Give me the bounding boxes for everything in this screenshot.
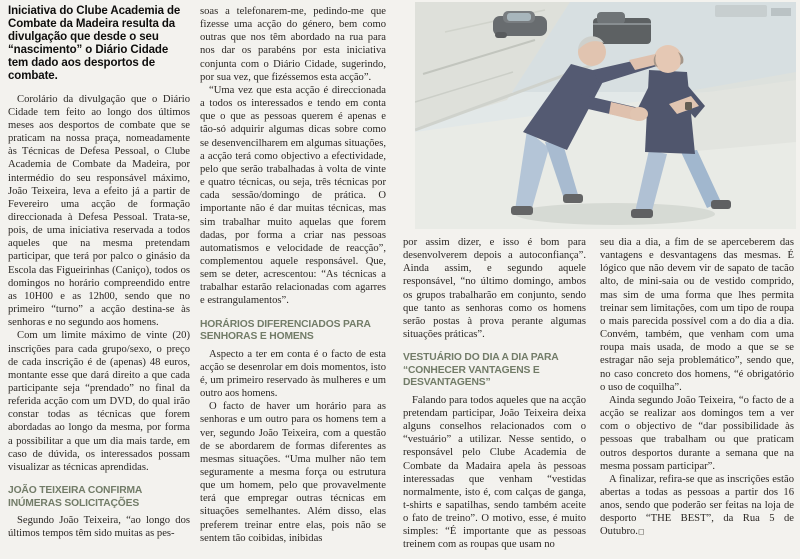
column-3 — [403, 236, 586, 552]
section-heading-joao-teixeira-confirma: JOÃO TEIXEIRA CONFIRMA INÚMERAS SOLICITAÇÕES — [8, 485, 142, 509]
paragraph: Aspecto a ter em conta é o facto de esta acção se desenrolar em dois momentos, isto é, um primeiro reservado às mulheres e um outro aos homens. — [200, 348, 386, 400]
article-lede: Iniciativa do Clube Academia de Combate da Madeira resulta da divulgação que desde o seu “nascimento” o Diário Cidade tem dado aos desportos de combate. — [8, 5, 181, 83]
paragraph: seu dia a dia, a fim de se aperceberem das vantagens e desvantagens das mesmas. É lógico que não devem vir de sapato de tacão alto, de mini-saia ou de vestido comprido, mas sim de uma forma que lhes permita treinar sem limitações, com um tipo de roupa o mais parecida possível com a do dia a dia. Convém, também, que venham com uma roupa mais usada, de modo a que se se estragar não seja problemático”, sendo que, no caso concreto dos homens, “é obrigatório o uso de coquilha”. — [600, 237, 794, 393]
paragraph: Com um limite máximo de vinte (20) inscrições para cada grupo/sexo, o preço de cada inscrição é de (apenas) 48 euros, montante esse que dará direito a que cada participante seja “prendado” no final da referida acção com um DVD, do qual irão constar todas as técnicas que forem abordadas ao longo da mesma, por forma a possibilitar a que um dia mais tarde, em caso de dúvida, os interessados possam visualizar as técnicas aprendidas. — [8, 330, 190, 473]
paragraph: Corolário da divulgação que o Diário Cidade tem feito ao longo dos últimos meses aos desportos de combate que se praticam na nossa praça, nomeadamente às Técnicas de Defesa Pessoal, o Clube Academia de Combate da Madeira, por intermédio do seu responsável máximo, João Teixeira, leva a efeito já a partir de Fevereiro uma acção de formação direccionada à Defesa Pessoal. Trata-se, pois, de uma iniciativa reservada a todos aqueles que na mesma pretendam participar, que terá por palco o ginásio da Escola das Figueirinhas (Caniço), todos os domingos no horário compreendido entre as 10H00 e as 12h00, sendo que no primeiro “turno” a acção destina-se às senhoras e no segundo aos homens. — [8, 93, 190, 329]
paragraph: Segundo João Teixeira, “ao longo dos últimos tempos têm sido muitas as pes- — [8, 515, 190, 540]
self-defence-photo-illustration — [415, 2, 796, 229]
column-1 — [8, 5, 190, 540]
paragraph: Falando para todos aqueles que na acção pretendam participar, João Teixeira deixa alguns conselhos relacionados com o “vestuário” a utilizar. Nesse sentido, o responsável pelo Clube Academia de Combate da Madaira apela às pessoas interessadas que venham “vestidas normalmente, isto é, com calças de ganga, t-shirts e sapatilhas, sendo também aceite o fato de treino”. O motivo, esse, é muito simples: “É importante que as pessoas treinem com as roupas que usam no — [403, 394, 586, 551]
column-2 — [200, 5, 386, 545]
paragraph-text: A finalizar, refira-se que as inscrições estão abertas a todas as pessoas a partir dos 16 anos, sendo que poderão ser feitas na loja de desporto “THE BEST”, da Rua 5 de Outubro. — [600, 473, 794, 538]
section-heading-horarios-diferenciados: HORÁRIOS DIFERENCIADOS PARA SENHORAS E HOMENS — [200, 318, 371, 343]
paragraph: “Uma vez que esta acção é direccionada a todos os interessados e tendo em conta que o que as pessoas querem é apenas e tão-só adquirir algumas dicas sobre como se desenvencilharem em algumas situações, a acção terá como objectivo a efectividade, pelo que serão trabalhadas à volta de vinte e quatro técnicas, ou seja, três técnicas por cada sessão/domingo de prática. O importante não é dar muitas técnicas, mas sim trabalhar muito aquelas que forem dadas, por forma a criar nas pessoas automatismos e velocidade de reacção”, complementou aquele responsável. Que, sem se deter, acrescentou: “As técnicas a trabalhar estarão relacionadas com agarres e estrangulamentos”. — [200, 84, 386, 307]
paragraph: O facto de haver um horário para as senhoras e um outro para os homens tem a ver, segundo João Teixeira, com a questão de se abordarem de formas diferentes as mesmas situações. “Uma mulher não tem seguramente a mesma força ou estrutura que um homem, pelo que provavelmente terá que empregar outras técnicas em situações semelhantes. Além disso, elas preferem treinar entre elas, pois não se sentem tão coibidas, inibidas — [200, 401, 386, 544]
column-4 — [600, 236, 794, 539]
paragraph: por assim dizer, e isso é bom para desenvolverem depois a autoconfiança”. Ainda assim, e segundo aquele responsável, “no último domingo, ambos os grupos trabalharão em conjunto, sendo que tanto as senhoras como os homens serão postas à prova perante algumas situações práticas”. — [403, 237, 586, 341]
paragraph — [600, 473, 794, 539]
paragraph: Ainda segundo João Teixeira, “o facto de a acção se realizar aos domingos tem a ver com o objectivo de “dar possibilidade às pessoas que trabalham ou que praticam outros desportos durante a semana que na mesma possam participar”. — [600, 394, 794, 472]
end-of-article-icon: ◻ — [637, 527, 645, 537]
photo-fade-overlay — [415, 2, 796, 229]
section-heading-vestuario: VESTUÁRIO DO DIA A DIA PARA “CONHECER VANTAGENS E DESVANTAGENS” — [403, 352, 559, 389]
article-photo — [415, 2, 796, 229]
paragraph: soas a telefonarem-me, pedindo-me que fizesse uma acção do género, bem como outras que nos têm abordado na rua para nos dar os parabéns por esta iniciativa conjunta com o Diário Cidade, sugerindo, por sua vez, que fizéssemos esta acção”. — [200, 6, 386, 83]
